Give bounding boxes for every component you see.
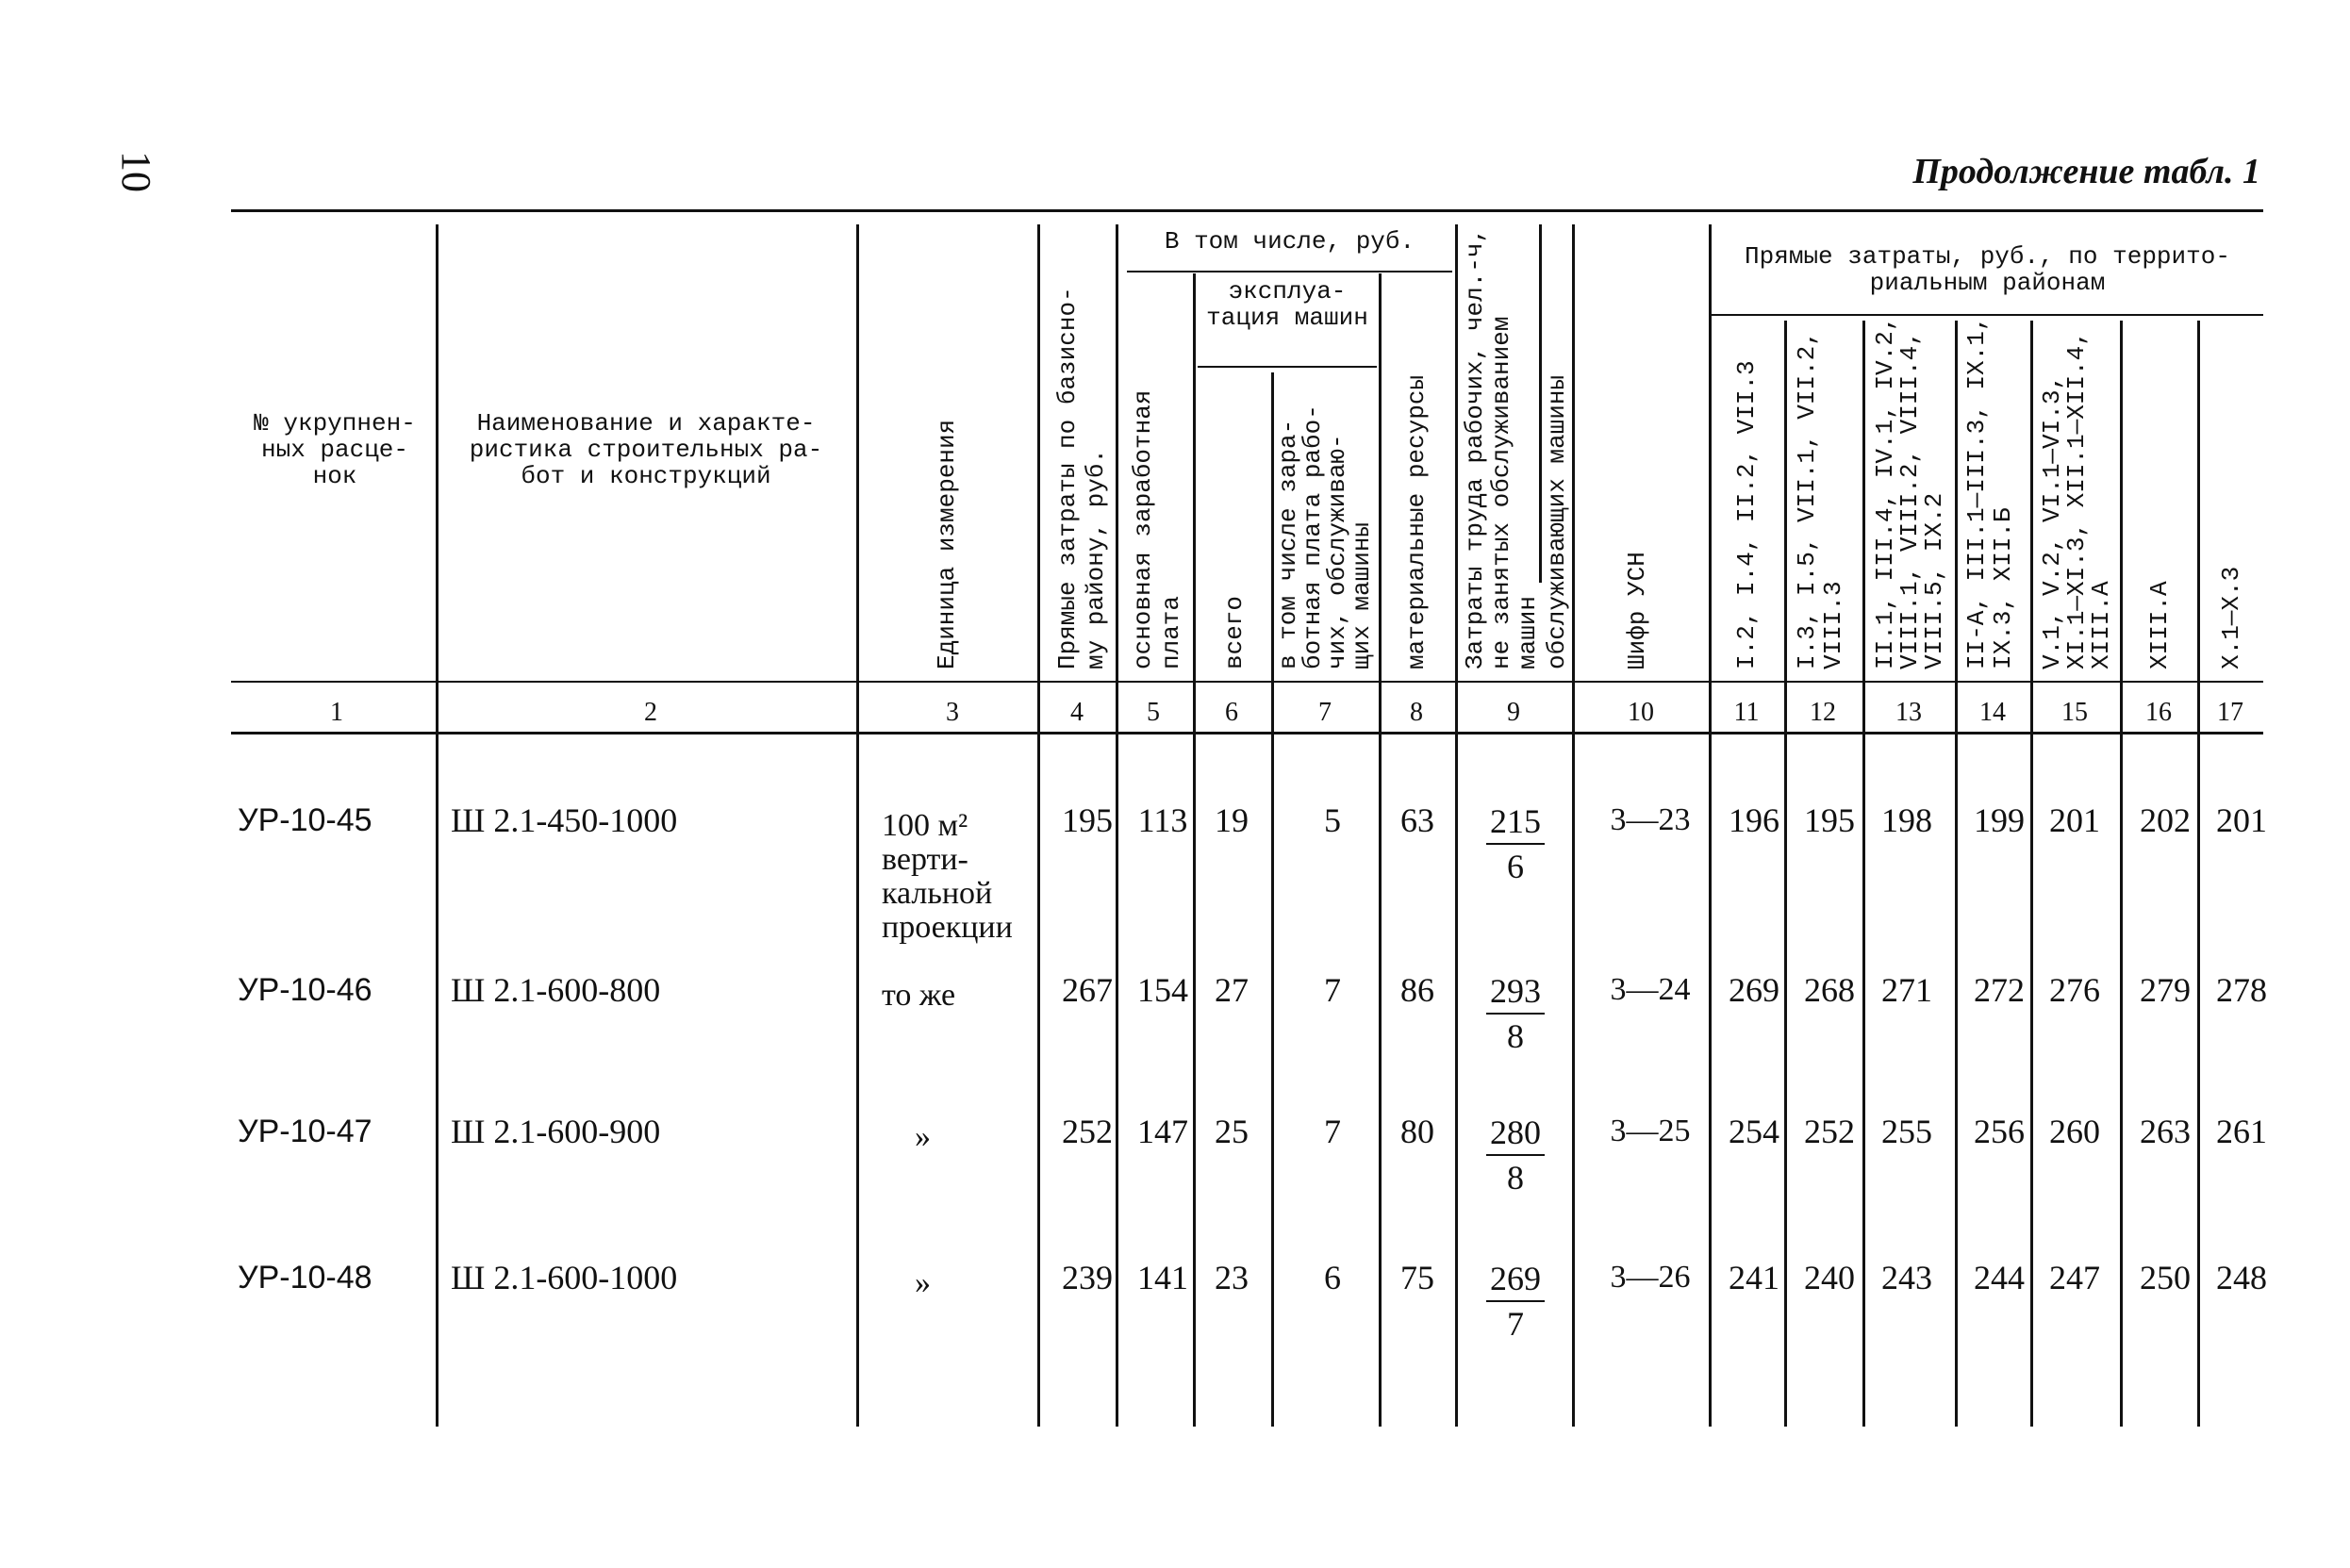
header-col8: материальные ресурсы	[1402, 374, 1431, 669]
page-number: 10	[113, 151, 159, 192]
header-col11: I.2, I.4, II.2, VII.3	[1732, 360, 1761, 669]
row-value-c11: 196	[1729, 801, 1779, 839]
row-value-c17: 201	[2216, 801, 2267, 839]
row-value-c6: 19	[1215, 801, 1249, 839]
col-divider	[2030, 321, 2033, 1427]
row-value-c17: 278	[2216, 971, 2267, 1009]
col-divider	[1455, 224, 1458, 1427]
colnum-bottom-rule	[231, 732, 2263, 734]
header-col5-line2: плата	[1157, 595, 1185, 669]
table-continuation-title: Продолжение табл. 1	[1912, 152, 2260, 191]
row-unit: 100 м² верти-кальной проекции	[882, 808, 1013, 945]
incl-group-rule	[1127, 271, 1452, 272]
header-col4-line1: Прямые затраты по базисно-	[1053, 287, 1082, 669]
row-value-c13: 198	[1881, 801, 1932, 839]
row-value-c14: 272	[1974, 971, 2025, 1009]
header-col10: Шифр УСН	[1623, 552, 1651, 669]
fraction-bottom: 8	[1507, 1017, 1524, 1055]
header-col6: всего	[1220, 595, 1249, 669]
row-name: Ш 2.1-600-1000	[451, 1259, 678, 1296]
col-number: 14	[1979, 698, 2006, 727]
row-value-c13: 255	[1881, 1113, 1932, 1150]
row-value-c16: 202	[2140, 801, 2191, 839]
col-divider	[436, 224, 439, 1427]
header-col13-line1: II.1, III.4, IV.1, IV.2,	[1871, 316, 1899, 669]
header-col15-line2: XI.1—XI.3, XII.1—XII.4,	[2062, 331, 2091, 669]
col-number: 11	[1733, 698, 1760, 727]
row-value-c16: 250	[2140, 1259, 2191, 1296]
row-value-c16: 279	[2140, 971, 2191, 1009]
row-value-c5: 141	[1137, 1259, 1188, 1296]
row-value-c7: 5	[1324, 801, 1341, 839]
col-divider	[1862, 321, 1865, 1427]
row-usn-code: 3—23	[1610, 802, 1691, 837]
col-number: 10	[1628, 698, 1654, 727]
header-col7-line3: чих, обслуживаю-	[1323, 434, 1351, 669]
col-divider	[1539, 224, 1542, 583]
col-number: 6	[1225, 698, 1238, 727]
col-number: 9	[1507, 698, 1520, 727]
row-labor-fraction	[1482, 801, 1548, 886]
col-number: 5	[1147, 698, 1160, 727]
header-col4-line2: му району, руб.	[1082, 448, 1110, 669]
header-group-machines: эксплуа-тация машин	[1206, 277, 1368, 332]
row-value-c8: 63	[1400, 801, 1434, 839]
row-value-c4: 252	[1062, 1113, 1113, 1150]
header-col5-line1: основная заработная	[1129, 389, 1157, 669]
fraction-bar	[1486, 1154, 1545, 1156]
header-col7-line2: ботная плата рабо-	[1299, 404, 1327, 669]
header-col7-line1: в том числе зара-	[1274, 419, 1302, 669]
col-number: 3	[946, 698, 959, 727]
row-value-c5: 147	[1137, 1113, 1188, 1150]
row-value-c15: 260	[2049, 1113, 2100, 1150]
fraction-top: 215	[1490, 802, 1541, 840]
row-value-c8: 80	[1400, 1113, 1434, 1150]
row-value-c4: 195	[1062, 801, 1113, 839]
row-code: УР-10-48	[238, 1260, 372, 1296]
header-col16: XIII.A	[2145, 581, 2174, 669]
col-number: 8	[1410, 698, 1423, 727]
col-divider	[1037, 224, 1040, 1427]
fraction-bottom: 6	[1507, 848, 1524, 885]
col-divider	[1709, 224, 1712, 1427]
col-divider	[2120, 321, 2123, 1427]
row-value-c15: 201	[2049, 801, 2100, 839]
row-value-c6: 27	[1215, 971, 1249, 1009]
header-col15-line3: XIII.A	[2087, 581, 2115, 669]
header-col14-line2: IX.3, XII.Б	[1989, 507, 2017, 669]
row-value-c12: 252	[1804, 1113, 1855, 1150]
row-value-c13: 243	[1881, 1259, 1932, 1296]
row-value-c8: 75	[1400, 1259, 1434, 1296]
col-divider	[856, 224, 859, 1427]
row-value-c8: 86	[1400, 971, 1434, 1009]
col-number: 16	[2145, 698, 2172, 727]
header-group-including: В том числе, руб.	[1164, 227, 1415, 256]
row-value-c14: 256	[1974, 1113, 2025, 1150]
row-value-c7: 7	[1324, 1113, 1341, 1150]
fraction-top: 293	[1490, 972, 1541, 1010]
row-value-c4: 239	[1062, 1259, 1113, 1296]
row-value-c17: 261	[2216, 1113, 2267, 1150]
header-col9-line3: машин	[1514, 595, 1542, 669]
row-value-c4: 267	[1062, 971, 1113, 1009]
row-code: УР-10-47	[238, 1114, 372, 1149]
row-name: Ш 2.1-450-1000	[451, 801, 678, 839]
header-col2: Наименование и характе-ристика строительных ра-бот и конструкций	[469, 409, 823, 490]
row-value-c11: 269	[1729, 971, 1779, 1009]
header-col15-line1: V.1, V.2, VI.1—VI.3,	[2038, 374, 2066, 669]
col-divider	[2197, 321, 2200, 1427]
row-usn-code: 3—24	[1610, 972, 1691, 1007]
row-code: УР-10-45	[238, 802, 372, 838]
row-value-c12: 268	[1804, 971, 1855, 1009]
row-unit: »	[915, 1265, 931, 1300]
col-divider	[1193, 273, 1196, 1427]
row-value-c14: 244	[1974, 1259, 2025, 1296]
row-value-c16: 263	[2140, 1113, 2191, 1150]
col-divider	[1955, 321, 1958, 1427]
machine-group-rule	[1198, 366, 1377, 368]
header-col12-line2: VIII.3	[1819, 581, 1847, 669]
col-divider	[1572, 224, 1575, 1427]
row-value-c13: 271	[1881, 971, 1932, 1009]
row-unit: »	[915, 1119, 931, 1154]
col-divider	[1116, 224, 1118, 1427]
header-bottom-rule	[231, 681, 2263, 683]
row-value-c7: 6	[1324, 1259, 1341, 1296]
header-col17: X.1—X.3	[2217, 566, 2245, 669]
row-value-c12: 240	[1804, 1259, 1855, 1296]
row-value-c17: 248	[2216, 1259, 2267, 1296]
col-number: 7	[1318, 698, 1332, 727]
header-col3: Единица измерения	[933, 419, 961, 669]
header-col1: № укрупнен-ных расце-нок	[254, 409, 416, 490]
row-value-c15: 276	[2049, 971, 2100, 1009]
row-unit: то же	[882, 978, 956, 1013]
row-labor-fraction	[1482, 1259, 1548, 1344]
fraction-top: 280	[1490, 1114, 1541, 1151]
col-number: 15	[2061, 698, 2088, 727]
row-value-c5: 113	[1137, 801, 1188, 839]
row-value-c11: 254	[1729, 1113, 1779, 1150]
col-number: 13	[1895, 698, 1922, 727]
fraction-top: 269	[1490, 1260, 1541, 1297]
fraction-bottom: 8	[1507, 1159, 1524, 1197]
header-col13-line2: VIII.1, VIII.2, VIII.4,	[1895, 331, 1924, 669]
row-value-c15: 247	[2049, 1259, 2100, 1296]
row-value-c5: 154	[1137, 971, 1188, 1009]
fraction-bottom: 7	[1507, 1305, 1524, 1343]
row-value-c6: 23	[1215, 1259, 1249, 1296]
header-col9-line2: не занятых обслуживанием	[1487, 316, 1515, 669]
fraction-bar	[1486, 843, 1545, 845]
table-top-rule	[231, 209, 2263, 212]
row-value-c14: 199	[1974, 801, 2025, 839]
header-col9-line1: Затраты труда рабочих, чел.-ч,	[1461, 227, 1489, 669]
row-usn-code: 3—25	[1610, 1114, 1691, 1148]
col-number: 4	[1070, 698, 1084, 727]
col-number: 12	[1810, 698, 1836, 727]
col-number: 17	[2217, 698, 2243, 727]
row-code: УР-10-46	[238, 972, 372, 1008]
header-col13-line3: VIII.5, IX.2	[1920, 492, 1948, 669]
row-usn-code: 3—26	[1610, 1260, 1691, 1295]
header-col9-line4: обслуживающих машины	[1543, 374, 1571, 669]
row-name: Ш 2.1-600-900	[451, 1113, 661, 1150]
row-name: Ш 2.1-600-800	[451, 971, 661, 1009]
row-labor-fraction	[1482, 971, 1548, 1056]
row-value-c12: 195	[1804, 801, 1855, 839]
row-value-c7: 7	[1324, 971, 1341, 1009]
fraction-bar	[1486, 1013, 1545, 1015]
col-number: 2	[644, 698, 657, 727]
col-divider	[1379, 273, 1382, 1427]
header-group-regions: Прямые затраты, руб., по террито-риальным районам	[1745, 242, 2230, 297]
fraction-bar	[1486, 1300, 1545, 1302]
row-labor-fraction	[1482, 1113, 1548, 1197]
row-value-c6: 25	[1215, 1113, 1249, 1150]
col-number: 1	[330, 698, 343, 727]
row-value-c11: 241	[1729, 1259, 1779, 1296]
header-col12-line1: I.3, I.5, VII.1, VII.2,	[1793, 331, 1821, 669]
header-col14-line1: II-A, III.1—III.3, IX.1,	[1962, 316, 1991, 669]
header-col7-line4: щих машины	[1348, 521, 1376, 669]
col-divider	[1784, 321, 1787, 1427]
